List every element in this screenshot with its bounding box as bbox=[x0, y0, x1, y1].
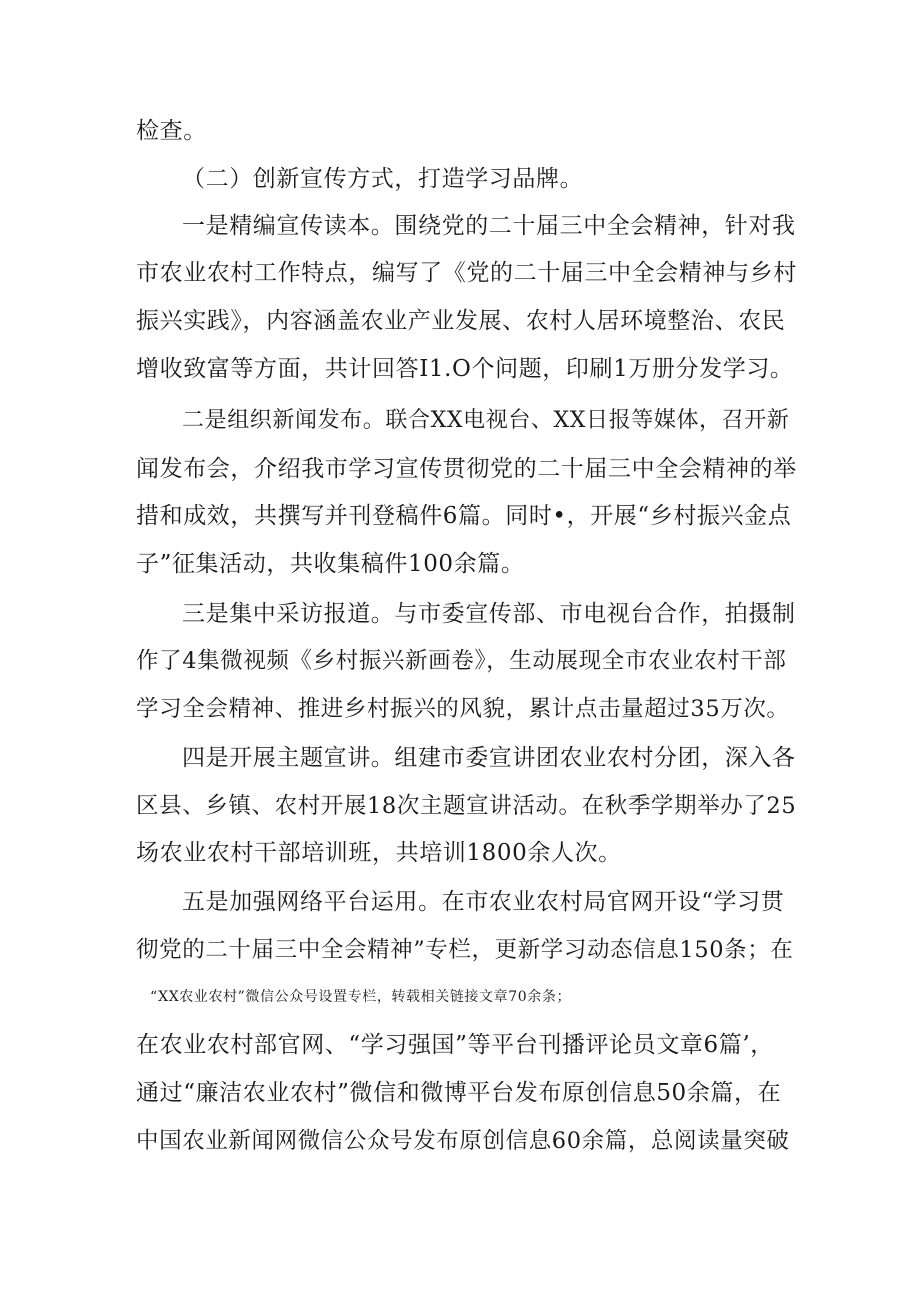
text-line: 场农业农村干部培训班，共培训1800余人次。 bbox=[136, 840, 622, 866]
text-line: 中国农业新闻网微信公众号发布原创信息60余篇，总阅读量突破 bbox=[136, 1128, 790, 1154]
text-line: 彻党的二十届三中全会精神”专栏，更新学习动态信息150条；在 bbox=[136, 937, 794, 963]
text-line: 五是加强网络平台运用。在市农业农村局官网开设“学习贯 bbox=[182, 889, 785, 915]
text-line: 在农业农村部官网、“学习强国”等平台刊播评论员文章6篇’， bbox=[136, 1032, 774, 1058]
text-line: 四是开展主题宣讲。组建市委宣讲团农业农村分团，深入各 bbox=[182, 745, 796, 771]
text-line: “XX农业农村”微信公众号设置专栏，转载相关链接文章70余条； bbox=[150, 989, 572, 1005]
text-line: 作了4集微视频《乡村振兴新画卷》，生动展现全市农业农村干部 bbox=[136, 648, 787, 674]
text-line: 检查。 bbox=[136, 118, 207, 144]
text-line: 增收致富等方面，共计回答I1.O个问题，印刷1万册分发学习。 bbox=[136, 356, 794, 382]
text-line: 区县、乡镇、农村开展18次主题宣讲活动。在秋季学期举办了25 bbox=[136, 793, 797, 819]
text-line: 学习全会精神、推进乡村振兴的风貌，累计点击量超过35万次。 bbox=[136, 696, 790, 722]
section-heading: （二）创新宣传方式，打造学习品牌。 bbox=[182, 166, 584, 192]
text-line: 三是集中采访报道。与市委宣传部、市电视台合作，拍摄制 bbox=[182, 601, 796, 627]
text-line: 通过“廉洁农业农村”微信和微博平台发布原创信息50余篇，在 bbox=[136, 1080, 782, 1106]
text-line: 子”征集活动，共收集稿件100余篇。 bbox=[136, 551, 525, 577]
text-line: 措和成效，共撰写并刊登稿件6篇。同时•，开展“乡村振兴金点 bbox=[136, 503, 792, 529]
text-line: 二是组织新闻发布。联合XX电视台、XX日报等媒体，召开新 bbox=[182, 408, 790, 433]
text-line: 振兴实践》，内容涵盖农业产业发展、农村人居环境整治、农民 bbox=[136, 308, 786, 334]
text-line: 市农业农村工作特点，编写了《党的二十届三中全会精神与乡村 bbox=[136, 260, 797, 286]
text-line: 闻发布会，介绍我市学习宣传贯彻党的二十届三中全会精神的举 bbox=[136, 456, 797, 482]
text-line: 一是精编宣传读本。围绕党的二十届三中全会精神，针对我 bbox=[182, 213, 796, 239]
